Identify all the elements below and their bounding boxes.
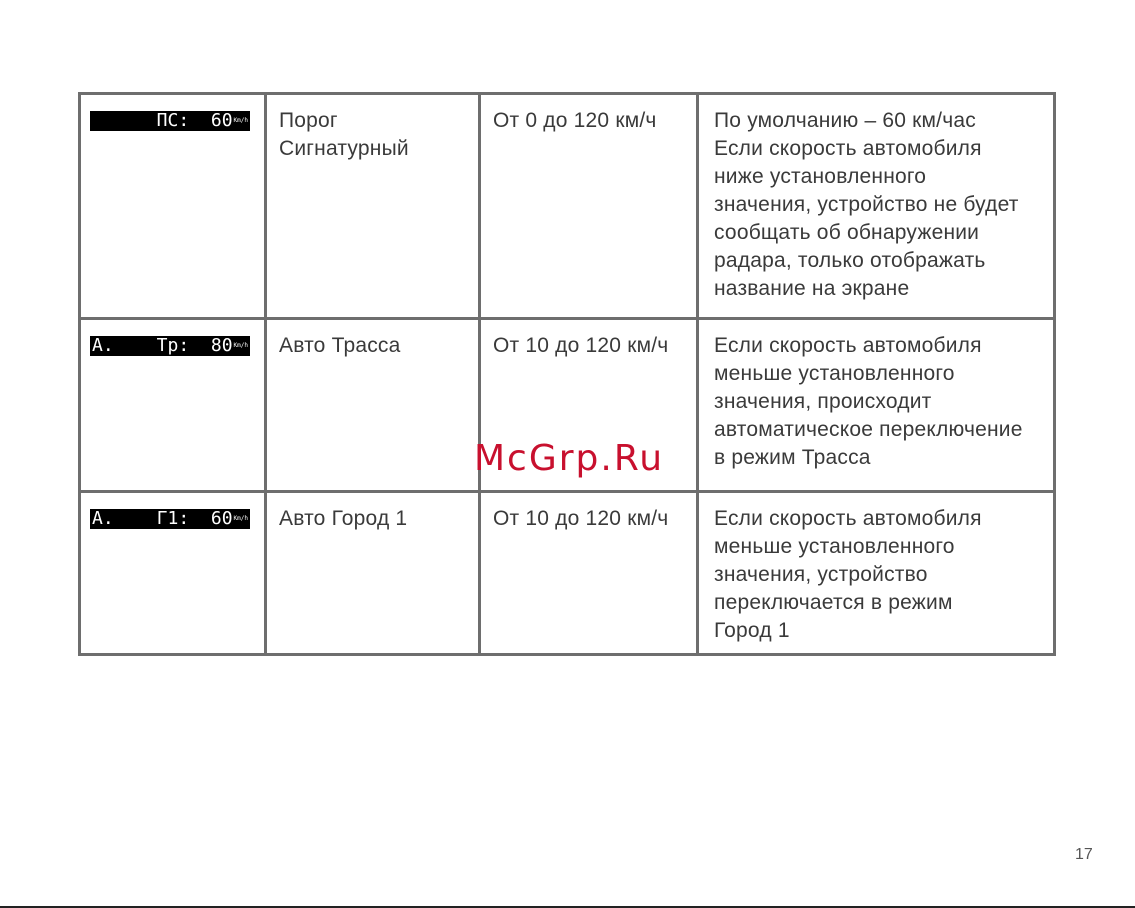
lcd-unit: Km/h	[233, 515, 248, 522]
lcd-value: 60	[210, 508, 233, 529]
lcd-value: 80	[210, 335, 233, 356]
description-cell	[699, 320, 1053, 490]
lcd-unit: Km/h	[233, 117, 248, 124]
lcd-display	[90, 111, 250, 131]
setting-range: От 10 до 120 км/ч	[493, 507, 669, 530]
display-cell	[81, 320, 267, 490]
watermark: McGrp.Ru	[474, 438, 665, 479]
display-cell	[81, 95, 267, 317]
lcd-display	[90, 336, 250, 356]
setting-description: Если скорость автомобиля меньше установленного значения, происходит автоматическое переключение в режим Трасса	[714, 334, 1023, 469]
lcd-code: Г1:	[156, 508, 190, 529]
setting-description: По умолчанию – 60 км/час Если скорость автомобиля ниже установленного значения, устройство не будет сообщать об обнаружении радара, только отображать название на экране	[714, 109, 1019, 300]
range-cell	[481, 493, 699, 656]
setting-name: Авто Город 1	[279, 507, 408, 530]
page-number: 17	[1075, 846, 1093, 863]
name-cell	[267, 320, 481, 490]
description-cell	[699, 493, 1053, 656]
lcd-display	[90, 509, 250, 529]
setting-name: Порог Сигнатурный	[279, 109, 409, 160]
table-row	[81, 493, 1053, 656]
lcd-prefix: А.	[92, 508, 114, 529]
name-cell	[267, 493, 481, 656]
lcd-code: Тр:	[156, 335, 190, 356]
lcd-unit: Km/h	[233, 342, 248, 349]
setting-range: От 10 до 120 км/ч	[493, 334, 669, 357]
lcd-code: ПС:	[156, 110, 190, 131]
settings-table	[78, 92, 1056, 656]
name-cell	[267, 95, 481, 317]
lcd-prefix: А.	[92, 335, 114, 356]
table-row	[81, 95, 1053, 320]
description-cell	[699, 95, 1053, 317]
setting-name: Авто Трасса	[279, 334, 401, 357]
display-cell	[81, 493, 267, 656]
range-cell	[481, 95, 699, 317]
setting-range: От 0 до 120 км/ч	[493, 109, 657, 132]
setting-description: Если скорость автомобиля меньше установленного значения, устройство переключается в режим Город 1	[714, 507, 982, 642]
lcd-value: 60	[210, 110, 233, 131]
